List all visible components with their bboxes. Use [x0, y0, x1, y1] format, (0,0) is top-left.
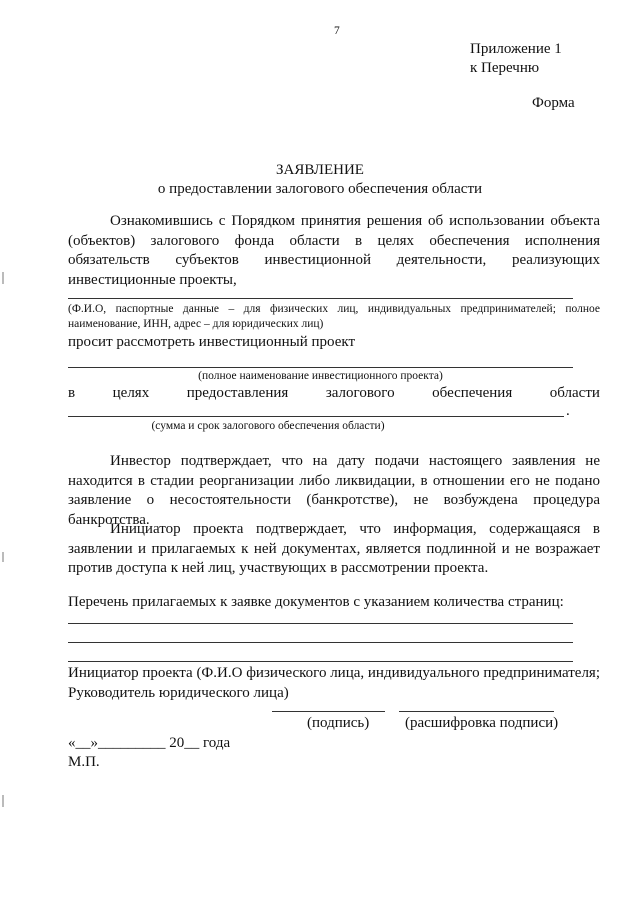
project-hint: (полное наименование инвестиционного проекта): [198, 370, 443, 382]
appendix-line-2: к Перечню: [470, 60, 540, 76]
applicant-hint: (Ф.И.О, паспортные данные – для физических лиц, индивидуальных предпринимателей; полное наименование, ИНН, адрес – для юридических лиц): [68, 303, 600, 330]
project-fill-line: [68, 367, 573, 368]
documents-fill-line-3: [68, 661, 573, 662]
purpose-word: целях: [112, 385, 150, 401]
purpose-word: в: [68, 385, 76, 401]
signer-paragraph: Инициатор проекта (Ф.И.О физического лица, индивидуального предпринимателя; Руководитель юридического лица): [68, 665, 600, 701]
investor-paragraph: Инвестор подтверждает, что на дату подачи настоящего заявления не находится в стадии реорганизации либо ликвидации, в отношении его не подано заявление о несостоятельности (банкротстве), не возбуждена процедура банкротства.: [68, 453, 600, 528]
decoding-label: (расшифровка подписи): [405, 715, 559, 731]
decoding-fill-line: [399, 711, 554, 712]
page-number: 7: [334, 25, 340, 37]
appendix-line-1: Приложение 1: [470, 41, 562, 57]
documents-fill-line-1: [68, 623, 573, 624]
applicant-fill-line: [68, 298, 573, 299]
signature-label: (подпись): [307, 715, 370, 731]
documents-label: Перечень прилагаемых к заявке документов с указанием количества страниц:: [68, 594, 564, 610]
intro-paragraph: Ознакомившись с Порядком принятия решения об использовании объекта (объектов) залогового фонда области в целях обеспечения исполнения обязательств субъектов инвестиционной деятельности, реализующих инвестиционные проекты,: [68, 213, 600, 288]
form-label: Форма: [532, 95, 575, 111]
document-title: ЗАЯВЛЕНИЕ: [276, 162, 364, 178]
document-subtitle: о предоставлении залогового обеспечения области: [157, 181, 483, 197]
documents-fill-line-2: [68, 642, 573, 643]
amount-hint: (сумма и срок залогового обеспечения области): [151, 420, 385, 432]
purpose-word: обеспечения: [432, 385, 513, 401]
scan-artifact: [2, 795, 4, 807]
stamp-label: М.П.: [68, 754, 100, 770]
scan-artifact: [2, 272, 4, 284]
scan-artifact: [2, 552, 4, 562]
amount-fill-line: [68, 416, 564, 417]
signature-fill-line: [272, 711, 385, 712]
amount-line-period: .: [566, 403, 570, 419]
initiator-paragraph: Инициатор проекта подтверждает, что информация, содержащаяся в заявлении и прилагаемых к ней документах, является подлинной и не возражает против доступа к ней лиц, участвующих в рассмотрении проекта.: [68, 521, 600, 576]
request-text: просит рассмотреть инвестиционный проект: [68, 334, 355, 350]
date-line: «__»_________ 20__ года: [68, 735, 231, 751]
purpose-row: [68, 384, 600, 403]
purpose-word: залогового: [325, 385, 395, 401]
purpose-word: предоставления: [186, 385, 289, 401]
purpose-word: области: [549, 385, 600, 401]
